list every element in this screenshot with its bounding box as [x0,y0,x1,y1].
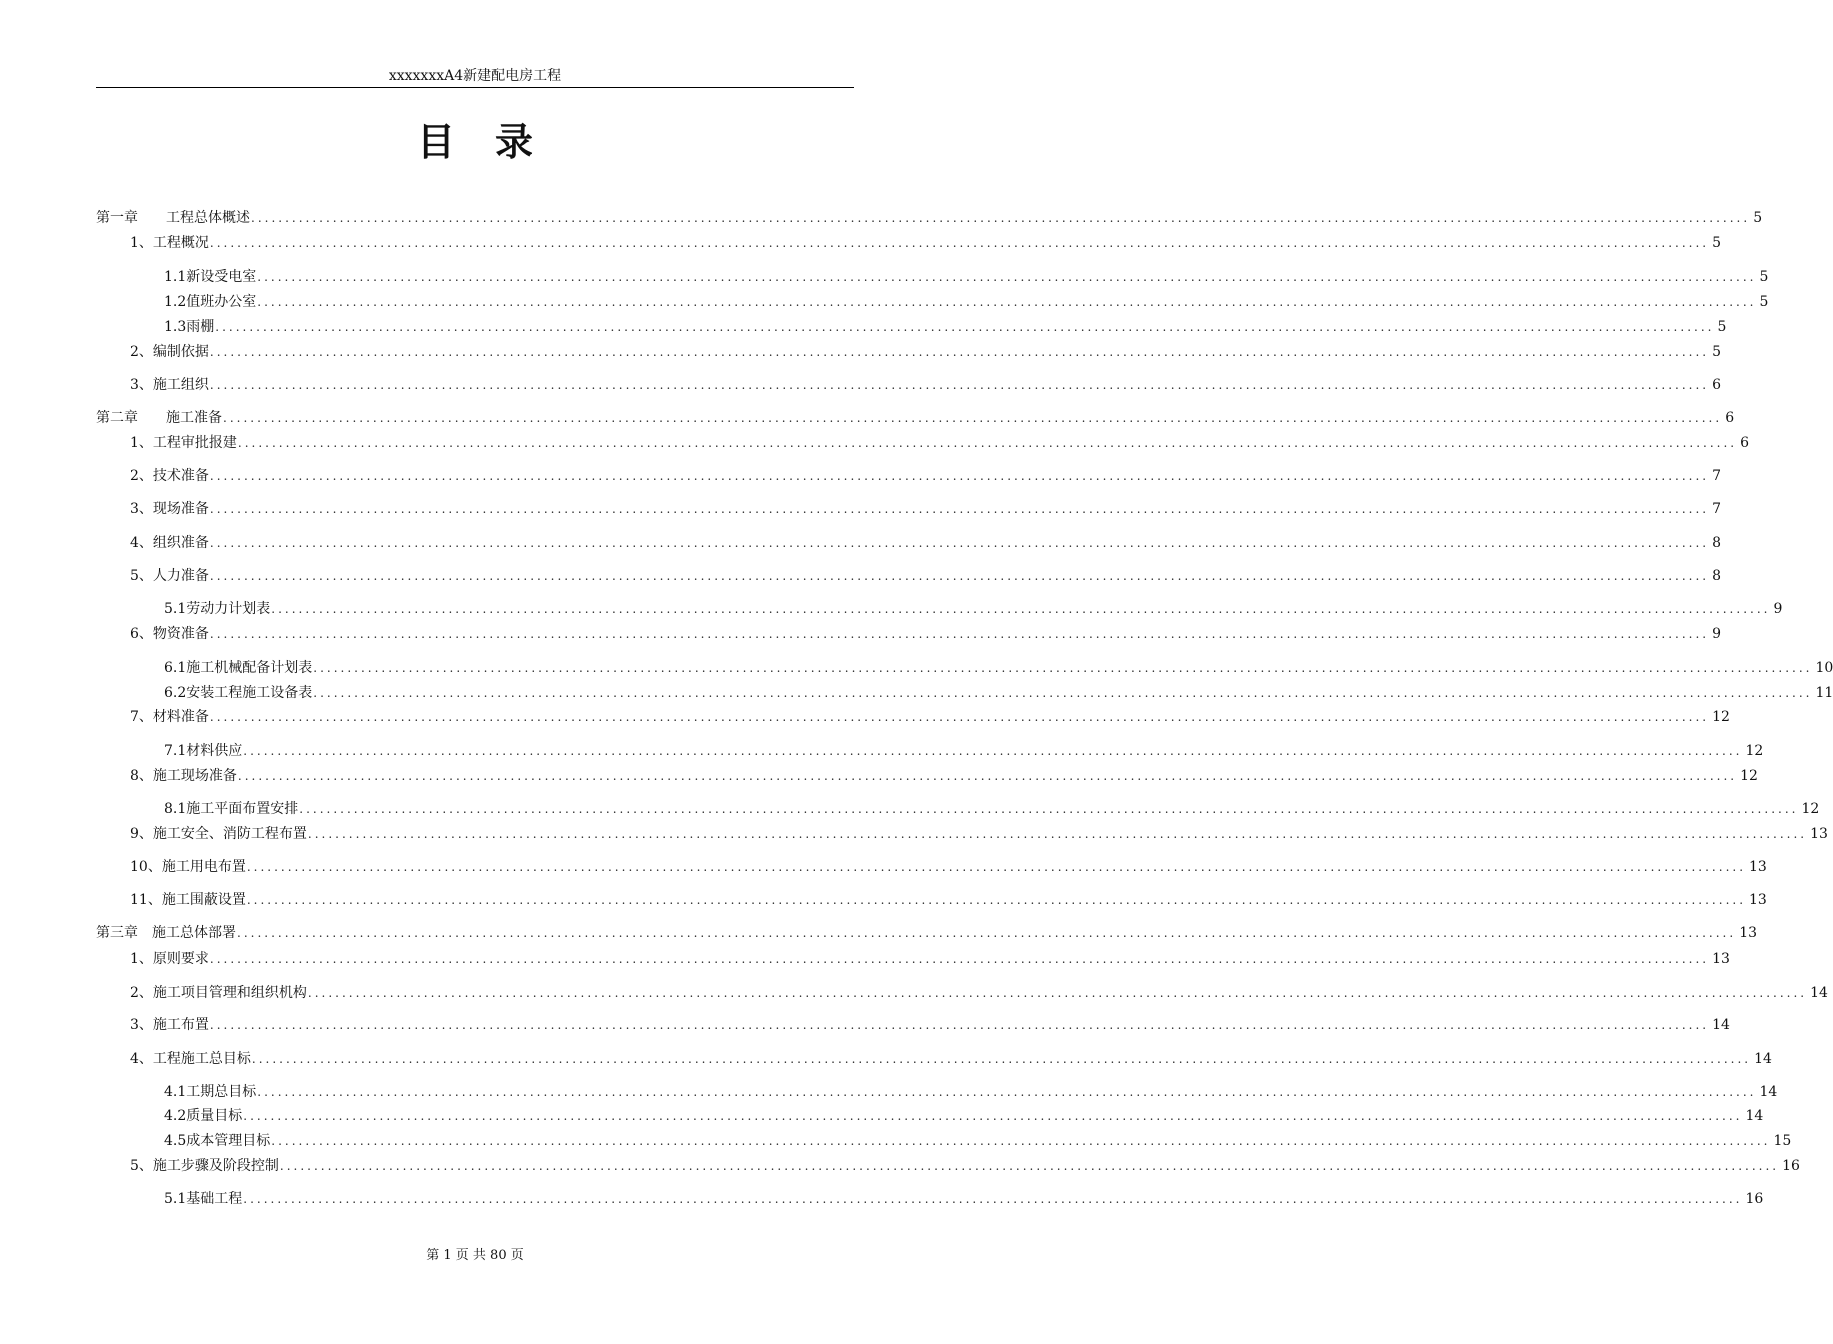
toc-entry-label: 3、施工组织 [130,377,209,393]
toc-entry-page-number: 5 [1717,319,1727,335]
toc-entry-label: 9、施工安全、消防工程布置 [130,826,307,842]
toc-entry-page-number: 7 [1712,501,1722,517]
toc-entry-page-number: 16 [1782,1158,1800,1174]
toc-entry-page-number: 13 [1749,859,1767,875]
toc-dot-leader: ............................................................................................................................................................................................................................ [271,1134,1771,1148]
toc-entry-label: 11、施工围蔽设置 [130,892,246,908]
toc-entry-label: 2、施工项目管理和组织机构 [130,985,307,1001]
toc-dot-leader: ............................................................................................................................................................................................................................ [237,926,1737,940]
toc-entry[interactable] [130,341,1722,363]
toc-dot-leader: ............................................................................................................................................................................................................................ [223,411,1723,425]
toc-entry-page-number: 5 [1753,210,1763,226]
page-footer: 第 1 页 共 80 页 [426,1248,524,1263]
toc-entry-page-number: 12 [1801,801,1820,817]
toc-entry[interactable] [130,706,1730,728]
toc-entry-page-number: 6 [1740,435,1750,451]
toc-entry[interactable] [130,565,1722,587]
toc-entry-label: 6.1施工机械配备计划表 [164,660,313,676]
toc-entry-page-number: 5 [1759,269,1769,285]
toc-entry-label: 3、现场准备 [130,501,209,517]
toc-entry[interactable] [164,266,1769,288]
toc-entry-label: 1、原则要求 [130,951,209,967]
toc-entry[interactable] [130,374,1722,396]
toc-entry-label: 4.5成本管理目标 [164,1133,271,1149]
toc-entry-label: 第三章 施工总体部署 [96,925,236,941]
toc-entry-page-number: 13 [1712,951,1730,967]
toc-dot-leader: ............................................................................................................................................................................................................................ [209,952,1710,966]
toc-dot-leader: ............................................................................................................................................................................................................................ [209,236,1710,250]
toc-entry-label: 5、人力准备 [130,568,209,584]
toc-dot-leader: ............................................................................................................................................................................................................................ [243,1192,1743,1206]
toc-entry-label: 5、施工步骤及阶段控制 [130,1158,279,1174]
toc-entry[interactable] [130,889,1767,911]
toc-dot-leader: ............................................................................................................................................................................................................................ [215,320,1715,334]
toc-entry-label: 4、组织准备 [130,535,209,551]
table-of-contents [96,0,1833,1230]
toc-entry-label: 4.2质量目标 [164,1108,243,1124]
toc-dot-leader: ............................................................................................................................................................................................................................ [209,378,1710,392]
running-header: xxxxxxxA4新建配电房工程 [388,68,562,84]
toc-dot-leader: ............................................................................................................................................................................................................................ [251,211,1751,225]
toc-entry[interactable] [164,291,1769,313]
toc-entry-page-number: 5 [1759,294,1769,310]
toc-dot-leader: ............................................................................................................................................................................................................................ [243,1109,1743,1123]
toc-entry-page-number: 5 [1712,235,1722,251]
toc-entry-label: 5.1劳动力计划表 [164,601,271,617]
toc-entry[interactable] [164,1130,1792,1152]
toc-entry-label: 1、工程概况 [130,235,209,251]
toc-entry-page-number: 13 [1749,892,1767,908]
toc-dot-leader: ............................................................................................................................................................................................................................ [209,627,1710,641]
toc-entry[interactable] [130,465,1722,487]
toc-entry-label: 1.2值班办公室 [164,294,257,310]
toc-entry-label: 5.1基础工程 [164,1191,243,1207]
toc-entry-page-number: 12 [1740,768,1758,784]
page-title: 目录 [416,120,573,164]
toc-entry[interactable] [130,1155,1800,1177]
toc-entry[interactable] [130,765,1758,787]
toc-entry[interactable] [130,948,1730,970]
toc-entry[interactable] [164,598,1783,620]
toc-entry-label: 4、工程施工总目标 [130,1051,251,1067]
toc-entry[interactable] [130,498,1722,520]
toc-entry-label: 2、技术准备 [130,468,209,484]
toc-dot-leader: ............................................................................................................................................................................................................................ [307,986,1808,1000]
toc-dot-leader: ............................................................................................................................................................................................................................ [313,686,1813,700]
toc-entry-page-number: 15 [1773,1133,1792,1149]
toc-dot-leader: ............................................................................................................................................................................................................................ [257,1085,1757,1099]
toc-entry-page-number: 14 [1759,1084,1778,1100]
toc-entry-page-number: 7 [1712,468,1722,484]
toc-dot-leader: ............................................................................................................................................................................................................................ [209,1018,1710,1032]
toc-entry-label: 3、施工布置 [130,1017,209,1033]
toc-dot-leader: ............................................................................................................................................................................................................................ [279,1159,1780,1173]
toc-entry[interactable] [130,432,1750,454]
toc-entry-label: 第二章 施工准备 [96,410,222,426]
toc-dot-leader: ............................................................................................................................................................................................................................ [237,436,1738,450]
toc-dot-leader: ............................................................................................................................................................................................................................ [209,569,1710,583]
toc-entry[interactable] [164,1105,1764,1127]
toc-entry-label: 7、材料准备 [130,709,209,725]
toc-entry-page-number: 13 [1739,925,1758,941]
toc-dot-leader: ............................................................................................................................................................................................................................ [209,502,1710,516]
toc-entry-page-number: 8 [1712,568,1722,584]
toc-entry[interactable] [164,316,1727,338]
toc-entry-page-number: 6 [1712,377,1722,393]
toc-entry-label: 2、编制依据 [130,344,209,360]
toc-entry-label: 10、施工用电布置 [130,859,246,875]
toc-entry[interactable] [96,207,1763,229]
toc-entry-label: 1、工程审批报建 [130,435,237,451]
toc-dot-leader: ............................................................................................................................................................................................................................ [209,536,1710,550]
toc-entry[interactable] [130,823,1828,845]
toc-entry-label: 4.1工期总目标 [164,1084,257,1100]
toc-entry-label: 1.1新设受电室 [164,269,257,285]
toc-dot-leader: ............................................................................................................................................................................................................................ [246,893,1747,907]
toc-dot-leader: ............................................................................................................................................................................................................................ [299,802,1799,816]
toc-entry-page-number: 13 [1810,826,1828,842]
toc-entry-page-number: 9 [1773,601,1783,617]
toc-entry[interactable] [130,532,1722,554]
toc-entry-page-number: 6 [1725,410,1735,426]
toc-entry[interactable] [164,740,1764,762]
toc-entry-label: 8、施工现场准备 [130,768,237,784]
toc-entry[interactable] [130,982,1828,1004]
toc-entry-page-number: 12 [1712,709,1730,725]
toc-entry-page-number: 14 [1810,985,1828,1001]
toc-entry-page-number: 8 [1712,535,1722,551]
toc-dot-leader: ............................................................................................................................................................................................................................ [237,769,1738,783]
toc-entry-label: 第一章 工程总体概述 [96,210,250,226]
toc-dot-leader: ............................................................................................................................................................................................................................ [243,744,1743,758]
toc-entry[interactable] [130,623,1722,645]
toc-dot-leader: ............................................................................................................................................................................................................................ [257,295,1757,309]
toc-entry-page-number: 16 [1745,1191,1764,1207]
toc-dot-leader: ............................................................................................................................................................................................................................ [246,860,1747,874]
toc-entry[interactable] [96,407,1735,429]
toc-dot-leader: ............................................................................................................................................................................................................................ [313,661,1813,675]
toc-entry[interactable] [164,1081,1778,1103]
toc-entry[interactable] [130,856,1767,878]
toc-entry-label: 6、物资准备 [130,626,209,642]
toc-dot-leader: ............................................................................................................................................................................................................................ [209,469,1710,483]
toc-dot-leader: ............................................................................................................................................................................................................................ [307,827,1808,841]
toc-entry[interactable] [130,1014,1730,1036]
toc-dot-leader: ............................................................................................................................................................................................................................ [271,602,1771,616]
toc-entry[interactable] [164,657,1833,679]
toc-entry[interactable] [96,922,1758,944]
toc-entry[interactable] [164,1188,1764,1210]
toc-entry-label: 7.1材料供应 [164,743,243,759]
toc-entry-page-number: 9 [1712,626,1722,642]
toc-entry-page-number: 11 [1815,685,1833,701]
toc-dot-leader: ............................................................................................................................................................................................................................ [257,270,1757,284]
toc-entry-page-number: 14 [1745,1108,1764,1124]
toc-dot-leader: ............................................................................................................................................................................................................................ [251,1052,1752,1066]
toc-entry-label: 1.3雨棚 [164,319,215,335]
toc-entry-label: 6.2安装工程施工设备表 [164,685,313,701]
toc-entry[interactable] [130,232,1722,254]
toc-entry-page-number: 12 [1745,743,1764,759]
toc-entry-page-number: 5 [1712,344,1722,360]
toc-entry-page-number: 10 [1815,660,1833,676]
toc-entry[interactable] [164,682,1833,704]
toc-entry-page-number: 14 [1754,1051,1772,1067]
toc-entry-label: 8.1施工平面布置安排 [164,801,299,817]
toc-entry[interactable] [164,798,1820,820]
toc-dot-leader: ............................................................................................................................................................................................................................ [209,710,1710,724]
toc-entry-page-number: 14 [1712,1017,1730,1033]
toc-entry[interactable] [130,1048,1772,1070]
toc-dot-leader: ............................................................................................................................................................................................................................ [209,345,1710,359]
